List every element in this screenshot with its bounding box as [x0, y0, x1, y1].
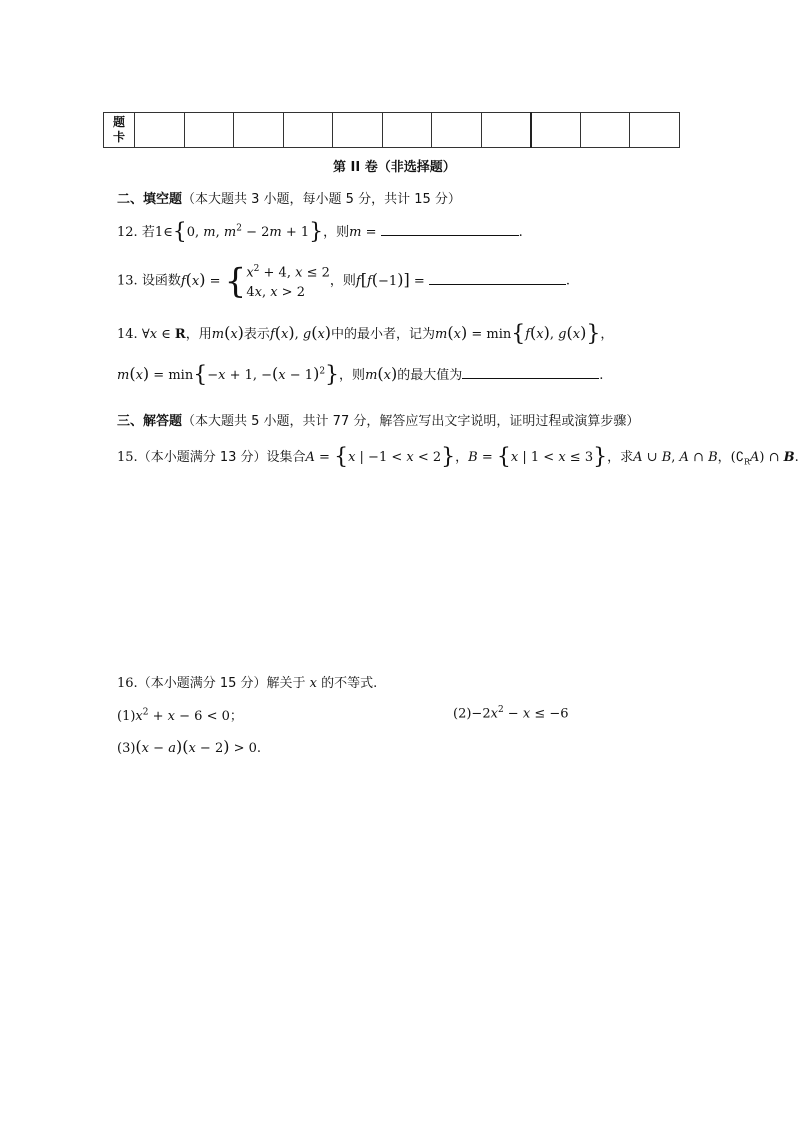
q12-math: 1∈{0, m, $m^2 - 2m + 1$} — [154, 219, 324, 245]
q14-end: . — [599, 368, 604, 383]
q14-math-m: m(x) — [211, 323, 244, 342]
q13-math-2: f[f(−1)] = — [355, 269, 429, 289]
answer-card-label-bottom: 卡 — [112, 130, 125, 144]
q13-end: . — [565, 273, 570, 289]
q14-number: 14. — [117, 327, 138, 342]
q14-text-c: 中的最小者，记为 — [331, 327, 436, 342]
q14-math-forall: ∀x ∈ R — [141, 327, 186, 342]
q14-tail: ，则 — [339, 368, 366, 383]
q12-end: . — [518, 225, 523, 240]
answer-cell[interactable] — [630, 113, 680, 148]
answer-cell[interactable] — [234, 113, 284, 148]
q12-tail: ，则 — [323, 225, 350, 240]
section-title: 第 II 卷（非选择题） — [333, 160, 456, 175]
q16-part-3: (3)(x − a)(x − 2) > 0. — [117, 737, 262, 756]
solve-section-note: （本大题共 5 小题，共计 77 分，解答应写出文字说明，证明过程或演算步骤） — [182, 414, 640, 429]
q13-tail: ，则 — [329, 273, 356, 289]
solve-section-header — [117, 410, 639, 429]
answer-cell[interactable] — [333, 113, 383, 148]
q16-part-3-label: (3) — [117, 741, 136, 756]
q15-ask: ，求 — [607, 450, 634, 465]
answer-cell[interactable] — [481, 113, 531, 148]
q16-part-2: $(2)-2x^2 - x \le -6$ — [453, 705, 569, 722]
answer-card-label-top: 题 — [112, 115, 125, 129]
q14-text-b: 表示 — [243, 327, 270, 342]
q16-intro: （本小题满分 15 分）解关于 — [137, 676, 306, 691]
answer-cell[interactable] — [135, 113, 185, 148]
answer-card-table — [103, 112, 680, 148]
q14-math-fg: f(x), g(x) — [269, 323, 332, 342]
q13-number: 13. — [117, 273, 138, 289]
q14-math-def: m(x) = min{−x + 1, $-(x - 1)^2$} — [117, 362, 340, 388]
q13-answer-blank[interactable] — [429, 272, 566, 285]
question-13 — [117, 259, 570, 303]
q14-math-min: m(x) = min{f(x), g(x)}， — [435, 321, 614, 347]
q14-tail-2: 的最大值为 — [397, 368, 463, 383]
fill-section-header — [117, 188, 461, 207]
question-16: 16.（本小题满分 15 分）解关于 x 的不等式. — [117, 676, 378, 691]
fill-section-heading: 二、填空题 — [117, 192, 183, 207]
answer-cell[interactable] — [432, 113, 482, 148]
q15-number: 15. — [117, 450, 138, 465]
q13-text: 设函数 — [141, 273, 181, 289]
q14-math-m2: m(x) — [365, 364, 398, 383]
q14-answer-blank[interactable] — [462, 366, 599, 379]
q12-answer-blank[interactable] — [381, 223, 519, 236]
question-15 — [117, 446, 799, 469]
q15-intro: （本小题满分 13 分）设集合 — [137, 450, 306, 465]
question-14-line2 — [117, 364, 603, 387]
q16-part-2-label: (2) — [453, 706, 472, 722]
q15-math-sets: A = {x | −1 < x < 2}，B = {x | 1 < x ≤ 3} — [305, 444, 608, 470]
answer-cell[interactable] — [382, 113, 432, 148]
q16-part-1: $(1)x^2 + x - 6 < 0$； — [117, 707, 243, 724]
q16-intro-2: 的不等式. — [321, 676, 378, 691]
fill-section-note: （本大题共 3 小题，每小题 5 分，共计 15 分） — [182, 192, 461, 207]
q12-number: 12. — [117, 225, 138, 240]
answer-cell[interactable] — [283, 113, 333, 148]
answer-cell[interactable] — [531, 113, 581, 148]
q12-text: 若 — [141, 225, 155, 240]
solve-section-heading: 三、解答题 — [117, 414, 183, 429]
q16-part-1-label: (1) — [117, 709, 136, 724]
answer-cell[interactable] — [184, 113, 234, 148]
answer-card-label — [104, 113, 135, 148]
q13-math: $f(x) = \{x^2 + 4$, x ≤ 2 4x, x > 2 — [180, 261, 330, 302]
question-14-line1 — [117, 323, 613, 346]
q14-text-a: ，用 — [185, 327, 212, 342]
q16-number: 16. — [117, 676, 138, 691]
question-12: 12. 若1∈{0, m, $m^2 - 2m + 1$}，则m = . — [117, 219, 523, 245]
q15-math-ops: A ∪ B, A ∩ B，$(∁_RA)$ ∩ B. — [633, 450, 799, 467]
answer-cell[interactable] — [580, 113, 630, 148]
